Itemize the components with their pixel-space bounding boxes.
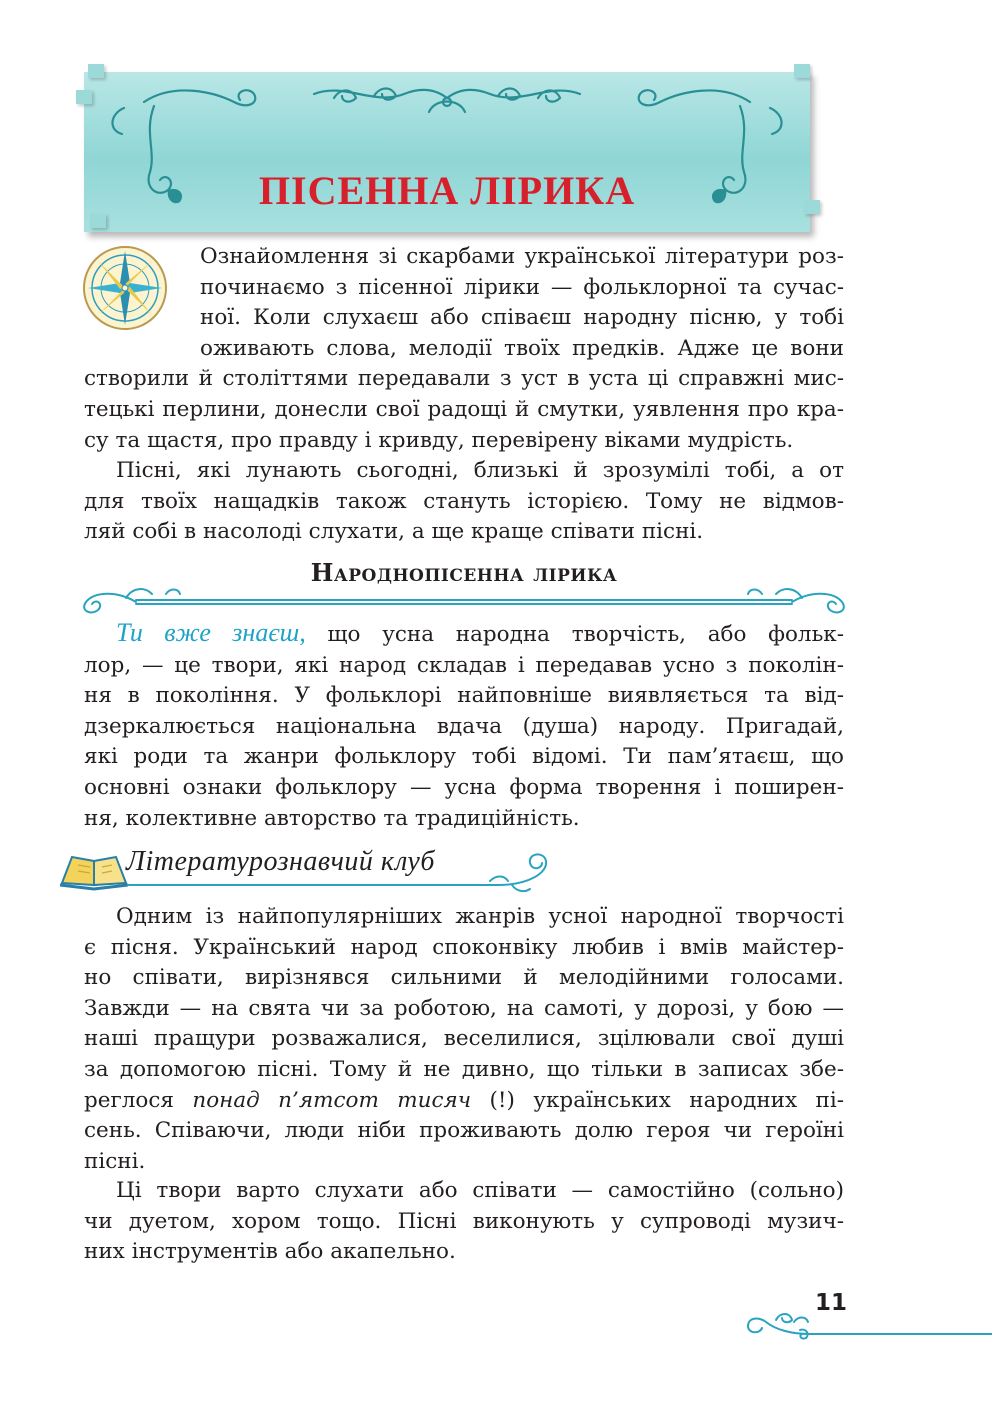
- text-line: ляй собі в насолоді слухати, а ще краще співати пісні.: [84, 519, 704, 545]
- text-line: оживають слова, мелодії твоїх предків. Адже це вони: [200, 335, 844, 361]
- banner-corner-tab: [88, 64, 104, 78]
- banner-corner-tab: [804, 200, 820, 214]
- text-line: за допомогою пісні. Тому й не дивно, що тільки в записах збе-: [84, 1056, 844, 1082]
- chapter-banner: [84, 72, 810, 232]
- emphasis-text: понад п’ятсот тисяч: [192, 1087, 472, 1113]
- text-line: Завжди — на свята чи за роботою, на самоті, у дорозі, у бою —: [84, 995, 844, 1021]
- page-number: 11: [815, 1290, 848, 1316]
- chapter-title: ПІСЕННА ЛІРИКА: [258, 168, 636, 213]
- you-know-lead: Ти вже знаєш,: [116, 618, 306, 647]
- banner-corner-tab: [76, 90, 92, 104]
- text-line: тецькі перлини, донесли свої радощі й смутки, уявлення про кра-: [84, 396, 844, 422]
- text-line: основні ознаки фольклору — усна форма творення і поширен-: [84, 774, 844, 800]
- club-paragraph: [84, 902, 844, 1177]
- text-line: Ці твори варто слухати або співати — самостійно (сольно): [116, 1178, 844, 1203]
- text-line: наші пращури розважалися, веселилися, зцілювали свої душі: [84, 1026, 844, 1052]
- text-line: ної. Коли слухаєш або співаєш народну пісню, у тобі: [200, 305, 844, 331]
- you-know-paragraph: [84, 618, 844, 834]
- club-paragraph-2: [84, 1176, 844, 1268]
- text-line: ня в покоління. У фольклорі найповніше виявляється та від-: [84, 683, 844, 709]
- text-line: Ознайомлення зі скарбами української літератури роз-: [200, 244, 844, 269]
- text-line: є пісня. Український народ споконвіку любив і вмів майстер-: [84, 934, 844, 960]
- divider-ornament: [76, 576, 852, 616]
- text-line: ня, колективне авторство та традиційність.: [84, 805, 580, 831]
- club-label: Літературознавчий клуб: [126, 846, 435, 877]
- text-fragment: реглося: [84, 1087, 174, 1113]
- text-line: які роди та жанри фольклору тобі відомі. Ти пам’ятаєш, що: [84, 744, 844, 770]
- banner-corner-tab: [90, 214, 106, 228]
- text-line: створили й століттями передавали з уст в уста ці справжні мис-: [84, 366, 844, 392]
- banner-corner-tab: [794, 64, 810, 78]
- text-line: но співати, вирізнявся сильними й мелодійними голосами.: [84, 965, 844, 991]
- text-line: Одним із найпопулярніших жанрів усної народної творчості: [116, 904, 844, 929]
- text-line: [116, 618, 844, 651]
- text-line: починаємо з пісенної лірики — фольклорної та сучас-: [200, 274, 844, 300]
- intro-paragraph-2: [84, 456, 844, 548]
- footer-ornament: [740, 1290, 992, 1350]
- text-line: сень. Співаючи, люди ніби проживають долю героя чи героїні: [84, 1118, 844, 1144]
- text-fragment: що усна народна творчість, або фольк-: [327, 622, 844, 647]
- text-line: Пісні, які лунають сьогодні, близькі й зрозумілі тобі, а от: [116, 458, 844, 483]
- section-title: Народнопісенна лірика: [310, 558, 618, 587]
- text-line: [84, 1086, 844, 1117]
- text-line: для твоїх нащадків також стануть історією. Тому не відмов-: [84, 488, 844, 514]
- text-fragment: (!) українських народних пі-: [489, 1087, 844, 1113]
- text-line: су та щастя, про правду і кривду, перевірену віками мудрість.: [84, 427, 794, 453]
- text-line: дзеркалюється національна вдача (душа) народу. Пригадай,: [84, 713, 844, 739]
- text-line: чи дуетом, хором тощо. Пісні виконують у супроводі музич-: [84, 1208, 844, 1234]
- text-line: пісні.: [84, 1148, 146, 1174]
- text-line: лор, — це твори, які народ складав і передавав усно з поколін-: [84, 652, 844, 678]
- intro-paragraph: [84, 242, 844, 456]
- text-line: них інструментів або акапельно.: [84, 1239, 456, 1265]
